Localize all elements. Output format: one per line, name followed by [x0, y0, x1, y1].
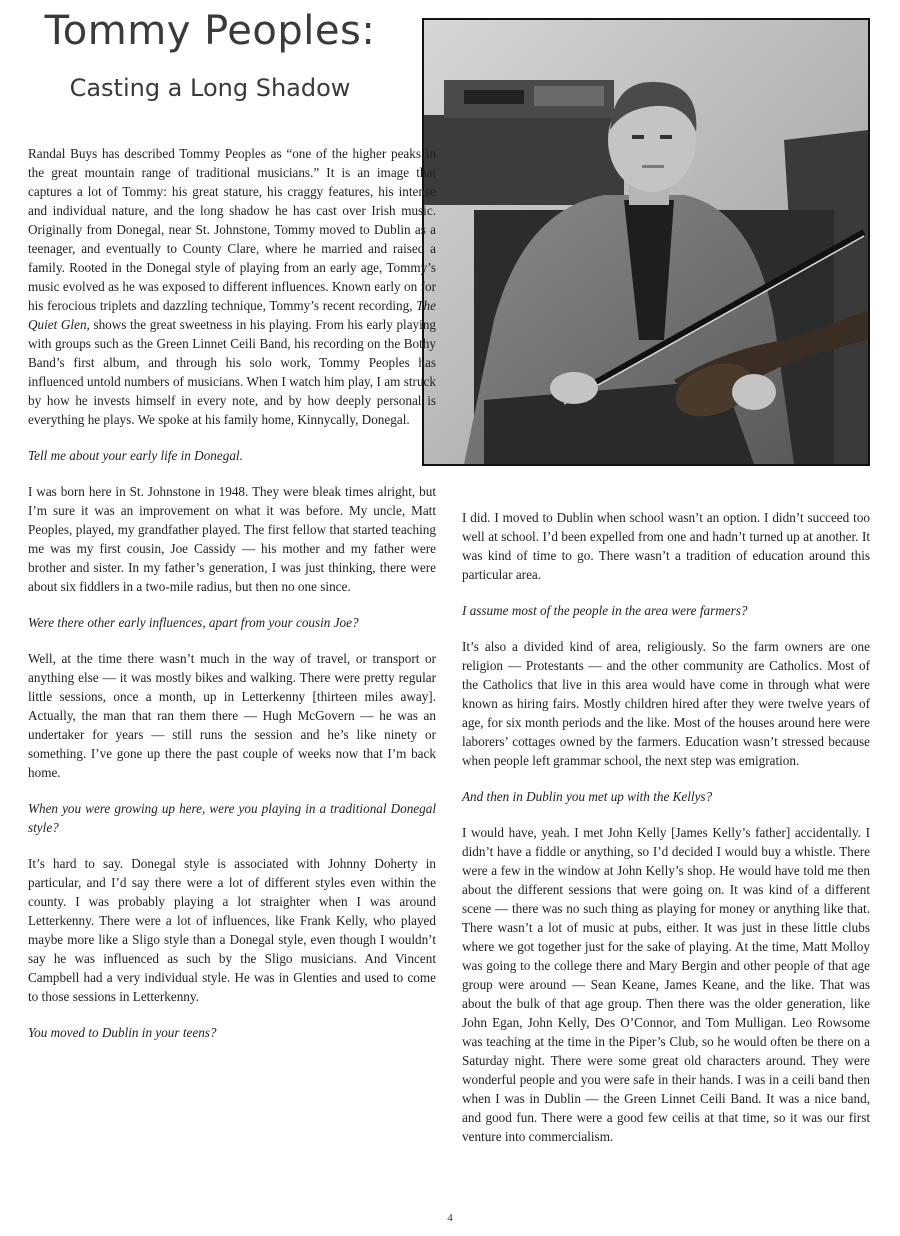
interview-answer: It’s also a divided kind of area, religiously. So the farm owners are one religion — Protestants — and the other community are Catholics. Most of the Catholics that live in this area would have come in through what were known as hiring fairs. Mostly children hired after they were twelve years of age, for six month periods and the like. Most of the houses around here were laborers’ cottages owned by the farmers. Education wasn’t stressed because when people left grammar school, the next step was emigration. [462, 639, 870, 768]
intro-text-2: , shows the great sweetness in his playing. From his early playing with groups such as the Green Linnet Ceili Band, his recording on the Bothy Band’s first album, and through his solo work, Tommy Peoples has influenced untold numbers of musicians. When I watch him play, I am struck by how he invests himself in every note, and by how deeply personal is everything he plays. We spoke at his family home, Kinnycally, Donegal. [28, 317, 437, 427]
intro-text-1: Randal Buys has described Tommy Peoples as “one of the higher peaks in the great mountain range of traditional musicians.” It is an image that captures a lot of Tommy: his great stature, his craggy features, his intense and individual nature, and the long shadow he has cast over Irish music. Originally from Donegal, near St. Johnstone, Tommy moved to Dublin as a teenager, and eventually to County Clare, where he married and raised a family. Rooted in the Donegal style of playing from an early age, Tommy’s music evolved as he was exposed to different influences. Known early on for his ferocious triplets and dazzling technique, Tommy’s recent recording, [28, 146, 436, 313]
interview-answer: I would have, yeah. I met John Kelly [James Kelly’s father] accidentally. I didn’t have a fiddle or anything, so I’d decided I would buy a whistle. There were a few in the window at John Kelly’s shop. He would have told me then about the different sessions that were going on. It was kind of a different scene — there was no such thing as playing for money or anything like that. There wasn’t a lot of music at pubs, either. It was just in these little clubs where we got together just for the sake of playing. At the time, Matt Molloy was going to the college there and Mary Bergin and other people of that age group were around — Sean Keane, James Keane, and the like. That was about the bulk of that age group. Then there was the older generation, like John Egan, John Kelly, Des O’Connor, and Tom Mulligan. Leo Rowsome was teaching at the time in the Piper’s Club, so he would often be there on a Saturday night. There were some great old characters around. They were wonderful people and you were safe in their hands. I was in a ceili band then when I was in Dublin — the Green Linnet Ceili Band. It was a nice band, and good fun. There were a good few ceilis at that time, so it was our first venture into commercialism. [462, 825, 870, 1144]
article-subtitle: Casting a Long Shadow [69, 74, 351, 102]
article-title: Tommy Peoples: [44, 8, 376, 54]
interview-question: And then in Dublin you met up with the Kellys? [462, 789, 713, 804]
intro-paragraph [28, 144, 436, 429]
interview-answer: It’s hard to say. Donegal style is associated with Johnny Doherty in particular, and I’d say there were a lot of different styles even within the county. I was probably playing a lot straighter when I was around Letterkenny. There were a lot of influences, like Frank Kelly, who played maybe more like a Sligo style than a Donegal style, even though I wouldn’t say he was influenced as such by the Sligo musicians. And Vincent Campbell had a very individual style. He was in Glenties and used to come to those sessions in Letterkenny. [28, 856, 436, 1004]
interview-answer: Well, at the time there wasn’t much in the way of travel, or transport or anything else — it was mostly bikes and walking. There were pretty regular little sessions, once a month, up in Letterkenny [thirteen miles away]. Actually, the man that ran them there — Hugh McGovern — he was an undertaker for years — still runs the session and he’s like ninety or something. I’ve gone up there the past couple of weeks now that I’m back home. [28, 651, 436, 780]
portrait-photo [422, 18, 870, 466]
album-title: The Quiet Glen [28, 298, 436, 332]
interview-question: When you were growing up here, were you playing in a traditional Donegal style? [28, 801, 436, 835]
page-number: 4 [447, 1212, 453, 1224]
left-column [28, 144, 436, 1059]
interview-answer: I was born here in St. Johnstone in 1948. They were bleak times alright, but I’m sure it was an improvement on what it was before. My uncle, Matt Peoples, played, my grandfather played. The first fellow that started teaching me was my first cousin, Joe Cassidy — his mother and my father were brother and sister. In my father’s generation, I was just thinking, there were about six fiddlers in a two-mile radius, but then no one since. [28, 484, 436, 594]
interview-question: Tell me about your early life in Donegal. [28, 448, 243, 463]
interview-question: Were there other early influences, apart from your cousin Joe? [28, 615, 359, 630]
right-column [462, 508, 870, 1163]
interview-question: I assume most of the people in the area were farmers? [462, 603, 748, 618]
interview-answer: I did. I moved to Dublin when school wasn’t an option. I didn’t succeed too well at school. I’d been expelled from one and hadn’t turned up at another. It was kind of time to go. There wasn’t a tradition of education around this particular area. [462, 510, 870, 582]
interview-question: You moved to Dublin in your teens? [28, 1025, 217, 1040]
